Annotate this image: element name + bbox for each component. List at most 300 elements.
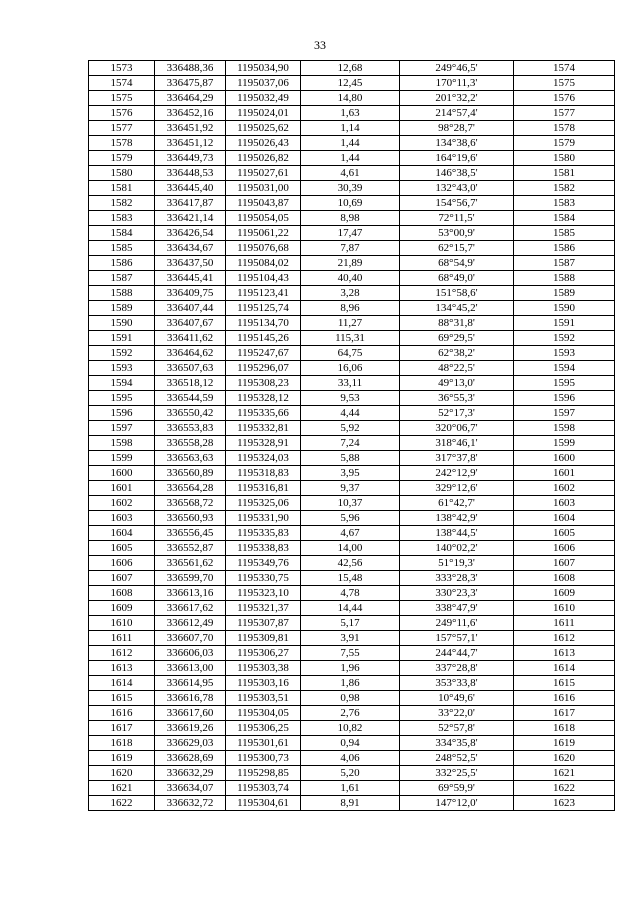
point-number-cell: 1594 bbox=[89, 376, 155, 391]
point-number-cell: 1583 bbox=[89, 211, 155, 226]
direction-angle-cell: 52°17,3' bbox=[400, 406, 514, 421]
table-row bbox=[89, 286, 615, 301]
point-number-cell: 1616 bbox=[89, 706, 155, 721]
y-coordinate-cell: 1195123,41 bbox=[226, 286, 301, 301]
table-row bbox=[89, 76, 615, 91]
length-cell: 9,53 bbox=[301, 391, 400, 406]
length-cell: 2,76 bbox=[301, 706, 400, 721]
next-point-number-cell: 1612 bbox=[514, 631, 615, 646]
point-number-cell: 1590 bbox=[89, 316, 155, 331]
direction-angle-cell: 134°45,2' bbox=[400, 301, 514, 316]
next-point-number-cell: 1605 bbox=[514, 526, 615, 541]
y-coordinate-cell: 1195300,73 bbox=[226, 751, 301, 766]
x-coordinate-cell: 336553,83 bbox=[155, 421, 226, 436]
length-cell: 8,98 bbox=[301, 211, 400, 226]
direction-angle-cell: 317°37,8' bbox=[400, 451, 514, 466]
next-point-number-cell: 1607 bbox=[514, 556, 615, 571]
length-cell: 9,37 bbox=[301, 481, 400, 496]
length-cell: 14,44 bbox=[301, 601, 400, 616]
x-coordinate-cell: 336614,95 bbox=[155, 676, 226, 691]
point-number-cell: 1611 bbox=[89, 631, 155, 646]
next-point-number-cell: 1579 bbox=[514, 136, 615, 151]
table-row bbox=[89, 376, 615, 391]
x-coordinate-cell: 336518,12 bbox=[155, 376, 226, 391]
length-cell: 5,20 bbox=[301, 766, 400, 781]
x-coordinate-cell: 336550,42 bbox=[155, 406, 226, 421]
next-point-number-cell: 1599 bbox=[514, 436, 615, 451]
point-number-cell: 1587 bbox=[89, 271, 155, 286]
x-coordinate-cell: 336451,12 bbox=[155, 136, 226, 151]
y-coordinate-cell: 1195318,83 bbox=[226, 466, 301, 481]
x-coordinate-cell: 336407,67 bbox=[155, 316, 226, 331]
coordinates-table bbox=[88, 60, 615, 811]
next-point-number-cell: 1604 bbox=[514, 511, 615, 526]
length-cell: 8,96 bbox=[301, 301, 400, 316]
next-point-number-cell: 1583 bbox=[514, 196, 615, 211]
table-row bbox=[89, 616, 615, 631]
length-cell: 7,24 bbox=[301, 436, 400, 451]
point-number-cell: 1598 bbox=[89, 436, 155, 451]
length-cell: 10,37 bbox=[301, 496, 400, 511]
direction-angle-cell: 138°44,5' bbox=[400, 526, 514, 541]
next-point-number-cell: 1592 bbox=[514, 331, 615, 346]
table-row bbox=[89, 496, 615, 511]
length-cell: 64,75 bbox=[301, 346, 400, 361]
next-point-number-cell: 1584 bbox=[514, 211, 615, 226]
direction-angle-cell: 154°56,7' bbox=[400, 196, 514, 211]
length-cell: 5,88 bbox=[301, 451, 400, 466]
point-number-cell: 1597 bbox=[89, 421, 155, 436]
table-row bbox=[89, 721, 615, 736]
next-point-number-cell: 1576 bbox=[514, 91, 615, 106]
y-coordinate-cell: 1195330,75 bbox=[226, 571, 301, 586]
direction-angle-cell: 68°54,9' bbox=[400, 256, 514, 271]
table-row bbox=[89, 571, 615, 586]
point-number-cell: 1573 bbox=[89, 61, 155, 76]
length-cell: 0,94 bbox=[301, 736, 400, 751]
next-point-number-cell: 1588 bbox=[514, 271, 615, 286]
next-point-number-cell: 1577 bbox=[514, 106, 615, 121]
x-coordinate-cell: 336449,73 bbox=[155, 151, 226, 166]
direction-angle-cell: 138°42,9' bbox=[400, 511, 514, 526]
y-coordinate-cell: 1195321,37 bbox=[226, 601, 301, 616]
point-number-cell: 1579 bbox=[89, 151, 155, 166]
table-row bbox=[89, 451, 615, 466]
y-coordinate-cell: 1195332,81 bbox=[226, 421, 301, 436]
length-cell: 4,61 bbox=[301, 166, 400, 181]
x-coordinate-cell: 336563,63 bbox=[155, 451, 226, 466]
point-number-cell: 1602 bbox=[89, 496, 155, 511]
next-point-number-cell: 1622 bbox=[514, 781, 615, 796]
y-coordinate-cell: 1195304,61 bbox=[226, 796, 301, 811]
x-coordinate-cell: 336407,44 bbox=[155, 301, 226, 316]
direction-angle-cell: 249°11,6' bbox=[400, 616, 514, 631]
y-coordinate-cell: 1195034,90 bbox=[226, 61, 301, 76]
length-cell: 0,98 bbox=[301, 691, 400, 706]
table-row bbox=[89, 151, 615, 166]
table-row bbox=[89, 181, 615, 196]
x-coordinate-cell: 336613,00 bbox=[155, 661, 226, 676]
direction-angle-cell: 53°00,9' bbox=[400, 226, 514, 241]
table-row bbox=[89, 211, 615, 226]
table-row bbox=[89, 346, 615, 361]
point-number-cell: 1600 bbox=[89, 466, 155, 481]
point-number-cell: 1608 bbox=[89, 586, 155, 601]
next-point-number-cell: 1593 bbox=[514, 346, 615, 361]
point-number-cell: 1586 bbox=[89, 256, 155, 271]
x-coordinate-cell: 336606,03 bbox=[155, 646, 226, 661]
direction-angle-cell: 68°49,0' bbox=[400, 271, 514, 286]
length-cell: 15,48 bbox=[301, 571, 400, 586]
next-point-number-cell: 1594 bbox=[514, 361, 615, 376]
length-cell: 7,55 bbox=[301, 646, 400, 661]
point-number-cell: 1604 bbox=[89, 526, 155, 541]
length-cell: 21,89 bbox=[301, 256, 400, 271]
direction-angle-cell: 164°19,6' bbox=[400, 151, 514, 166]
x-coordinate-cell: 336452,16 bbox=[155, 106, 226, 121]
y-coordinate-cell: 1195309,81 bbox=[226, 631, 301, 646]
y-coordinate-cell: 1195145,26 bbox=[226, 331, 301, 346]
y-coordinate-cell: 1195027,61 bbox=[226, 166, 301, 181]
x-coordinate-cell: 336629,03 bbox=[155, 736, 226, 751]
table-row bbox=[89, 226, 615, 241]
next-point-number-cell: 1606 bbox=[514, 541, 615, 556]
y-coordinate-cell: 1195296,07 bbox=[226, 361, 301, 376]
direction-angle-cell: 36°55,3' bbox=[400, 391, 514, 406]
point-number-cell: 1576 bbox=[89, 106, 155, 121]
page-number: 33 bbox=[314, 38, 326, 52]
next-point-number-cell: 1614 bbox=[514, 661, 615, 676]
y-coordinate-cell: 1195104,43 bbox=[226, 271, 301, 286]
point-number-cell: 1582 bbox=[89, 196, 155, 211]
y-coordinate-cell: 1195328,12 bbox=[226, 391, 301, 406]
direction-angle-cell: 334°35,8' bbox=[400, 736, 514, 751]
table-row bbox=[89, 421, 615, 436]
direction-angle-cell: 48°22,5' bbox=[400, 361, 514, 376]
x-coordinate-cell: 336451,92 bbox=[155, 121, 226, 136]
point-number-cell: 1607 bbox=[89, 571, 155, 586]
next-point-number-cell: 1595 bbox=[514, 376, 615, 391]
x-coordinate-cell: 336445,40 bbox=[155, 181, 226, 196]
x-coordinate-cell: 336561,62 bbox=[155, 556, 226, 571]
point-number-cell: 1621 bbox=[89, 781, 155, 796]
y-coordinate-cell: 1195037,06 bbox=[226, 76, 301, 91]
y-coordinate-cell: 1195303,38 bbox=[226, 661, 301, 676]
x-coordinate-cell: 336564,28 bbox=[155, 481, 226, 496]
x-coordinate-cell: 336426,54 bbox=[155, 226, 226, 241]
point-number-cell: 1620 bbox=[89, 766, 155, 781]
y-coordinate-cell: 1195134,70 bbox=[226, 316, 301, 331]
x-coordinate-cell: 336560,93 bbox=[155, 511, 226, 526]
point-number-cell: 1622 bbox=[89, 796, 155, 811]
next-point-number-cell: 1611 bbox=[514, 616, 615, 631]
point-number-cell: 1601 bbox=[89, 481, 155, 496]
point-number-cell: 1591 bbox=[89, 331, 155, 346]
next-point-number-cell: 1617 bbox=[514, 706, 615, 721]
table-row bbox=[89, 526, 615, 541]
table-row bbox=[89, 361, 615, 376]
y-coordinate-cell: 1195026,43 bbox=[226, 136, 301, 151]
y-coordinate-cell: 1195303,51 bbox=[226, 691, 301, 706]
next-point-number-cell: 1613 bbox=[514, 646, 615, 661]
length-cell: 30,39 bbox=[301, 181, 400, 196]
direction-angle-cell: 337°28,8' bbox=[400, 661, 514, 676]
next-point-number-cell: 1615 bbox=[514, 676, 615, 691]
y-coordinate-cell: 1195032,49 bbox=[226, 91, 301, 106]
point-number-cell: 1614 bbox=[89, 676, 155, 691]
length-cell: 8,91 bbox=[301, 796, 400, 811]
y-coordinate-cell: 1195125,74 bbox=[226, 301, 301, 316]
y-coordinate-cell: 1195304,05 bbox=[226, 706, 301, 721]
length-cell: 4,06 bbox=[301, 751, 400, 766]
y-coordinate-cell: 1195025,62 bbox=[226, 121, 301, 136]
point-number-cell: 1610 bbox=[89, 616, 155, 631]
y-coordinate-cell: 1195306,27 bbox=[226, 646, 301, 661]
point-number-cell: 1593 bbox=[89, 361, 155, 376]
table-row bbox=[89, 766, 615, 781]
table-body bbox=[89, 61, 615, 811]
point-number-cell: 1577 bbox=[89, 121, 155, 136]
y-coordinate-cell: 1195335,66 bbox=[226, 406, 301, 421]
x-coordinate-cell: 336464,29 bbox=[155, 91, 226, 106]
table-row bbox=[89, 121, 615, 136]
length-cell: 12,45 bbox=[301, 76, 400, 91]
length-cell: 1,44 bbox=[301, 151, 400, 166]
length-cell: 40,40 bbox=[301, 271, 400, 286]
direction-angle-cell: 318°46,1' bbox=[400, 436, 514, 451]
y-coordinate-cell: 1195323,10 bbox=[226, 586, 301, 601]
y-coordinate-cell: 1195325,06 bbox=[226, 496, 301, 511]
x-coordinate-cell: 336488,36 bbox=[155, 61, 226, 76]
y-coordinate-cell: 1195061,22 bbox=[226, 226, 301, 241]
direction-angle-cell: 249°46,5' bbox=[400, 61, 514, 76]
direction-angle-cell: 49°13,0' bbox=[400, 376, 514, 391]
x-coordinate-cell: 336448,53 bbox=[155, 166, 226, 181]
direction-angle-cell: 170°11,3' bbox=[400, 76, 514, 91]
x-coordinate-cell: 336434,67 bbox=[155, 241, 226, 256]
point-number-cell: 1605 bbox=[89, 541, 155, 556]
direction-angle-cell: 88°31,8' bbox=[400, 316, 514, 331]
table-row bbox=[89, 61, 615, 76]
x-coordinate-cell: 336409,75 bbox=[155, 286, 226, 301]
next-point-number-cell: 1610 bbox=[514, 601, 615, 616]
direction-angle-cell: 132°43,0' bbox=[400, 181, 514, 196]
x-coordinate-cell: 336616,78 bbox=[155, 691, 226, 706]
table-row bbox=[89, 166, 615, 181]
direction-angle-cell: 330°23,3' bbox=[400, 586, 514, 601]
y-coordinate-cell: 1195247,67 bbox=[226, 346, 301, 361]
point-number-cell: 1599 bbox=[89, 451, 155, 466]
length-cell: 14,80 bbox=[301, 91, 400, 106]
table-row bbox=[89, 706, 615, 721]
table-row bbox=[89, 106, 615, 121]
y-coordinate-cell: 1195316,81 bbox=[226, 481, 301, 496]
x-coordinate-cell: 336445,41 bbox=[155, 271, 226, 286]
y-coordinate-cell: 1195328,91 bbox=[226, 436, 301, 451]
next-point-number-cell: 1623 bbox=[514, 796, 615, 811]
next-point-number-cell: 1574 bbox=[514, 61, 615, 76]
x-coordinate-cell: 336634,07 bbox=[155, 781, 226, 796]
direction-angle-cell: 333°28,3' bbox=[400, 571, 514, 586]
table-row bbox=[89, 541, 615, 556]
point-number-cell: 1585 bbox=[89, 241, 155, 256]
length-cell: 42,56 bbox=[301, 556, 400, 571]
table-row bbox=[89, 631, 615, 646]
table-row bbox=[89, 91, 615, 106]
next-point-number-cell: 1580 bbox=[514, 151, 615, 166]
table-row bbox=[89, 241, 615, 256]
length-cell: 5,96 bbox=[301, 511, 400, 526]
direction-angle-cell: 151°58,6' bbox=[400, 286, 514, 301]
length-cell: 5,17 bbox=[301, 616, 400, 631]
x-coordinate-cell: 336421,14 bbox=[155, 211, 226, 226]
table-row bbox=[89, 271, 615, 286]
length-cell: 14,00 bbox=[301, 541, 400, 556]
direction-angle-cell: 134°38,6' bbox=[400, 136, 514, 151]
length-cell: 16,06 bbox=[301, 361, 400, 376]
length-cell: 4,67 bbox=[301, 526, 400, 541]
point-number-cell: 1574 bbox=[89, 76, 155, 91]
point-number-cell: 1584 bbox=[89, 226, 155, 241]
x-coordinate-cell: 336544,59 bbox=[155, 391, 226, 406]
length-cell: 5,92 bbox=[301, 421, 400, 436]
x-coordinate-cell: 336632,29 bbox=[155, 766, 226, 781]
next-point-number-cell: 1575 bbox=[514, 76, 615, 91]
next-point-number-cell: 1585 bbox=[514, 226, 615, 241]
direction-angle-cell: 338°47,9' bbox=[400, 601, 514, 616]
x-coordinate-cell: 336617,60 bbox=[155, 706, 226, 721]
y-coordinate-cell: 1195303,74 bbox=[226, 781, 301, 796]
x-coordinate-cell: 336552,87 bbox=[155, 541, 226, 556]
length-cell: 11,27 bbox=[301, 316, 400, 331]
y-coordinate-cell: 1195054,05 bbox=[226, 211, 301, 226]
direction-angle-cell: 214°57,4' bbox=[400, 106, 514, 121]
y-coordinate-cell: 1195338,83 bbox=[226, 541, 301, 556]
table-row bbox=[89, 406, 615, 421]
direction-angle-cell: 10°49,6' bbox=[400, 691, 514, 706]
length-cell: 10,82 bbox=[301, 721, 400, 736]
x-coordinate-cell: 336437,50 bbox=[155, 256, 226, 271]
point-number-cell: 1592 bbox=[89, 346, 155, 361]
next-point-number-cell: 1616 bbox=[514, 691, 615, 706]
length-cell: 1,14 bbox=[301, 121, 400, 136]
x-coordinate-cell: 336411,62 bbox=[155, 331, 226, 346]
table-row bbox=[89, 136, 615, 151]
point-number-cell: 1619 bbox=[89, 751, 155, 766]
point-number-cell: 1588 bbox=[89, 286, 155, 301]
table-row bbox=[89, 466, 615, 481]
x-coordinate-cell: 336607,70 bbox=[155, 631, 226, 646]
length-cell: 4,78 bbox=[301, 586, 400, 601]
point-number-cell: 1596 bbox=[89, 406, 155, 421]
table-row bbox=[89, 391, 615, 406]
direction-angle-cell: 244°44,7' bbox=[400, 646, 514, 661]
x-coordinate-cell: 336599,70 bbox=[155, 571, 226, 586]
y-coordinate-cell: 1195076,68 bbox=[226, 241, 301, 256]
next-point-number-cell: 1590 bbox=[514, 301, 615, 316]
point-number-cell: 1603 bbox=[89, 511, 155, 526]
length-cell: 1,61 bbox=[301, 781, 400, 796]
point-number-cell: 1589 bbox=[89, 301, 155, 316]
direction-angle-cell: 157°57,1' bbox=[400, 631, 514, 646]
y-coordinate-cell: 1195024,01 bbox=[226, 106, 301, 121]
y-coordinate-cell: 1195303,16 bbox=[226, 676, 301, 691]
direction-angle-cell: 62°38,2' bbox=[400, 346, 514, 361]
y-coordinate-cell: 1195031,00 bbox=[226, 181, 301, 196]
table-row bbox=[89, 796, 615, 811]
point-number-cell: 1609 bbox=[89, 601, 155, 616]
table-row bbox=[89, 511, 615, 526]
point-number-cell: 1613 bbox=[89, 661, 155, 676]
direction-angle-cell: 332°25,5' bbox=[400, 766, 514, 781]
table-row bbox=[89, 691, 615, 706]
direction-angle-cell: 353°33,8' bbox=[400, 676, 514, 691]
next-point-number-cell: 1601 bbox=[514, 466, 615, 481]
x-coordinate-cell: 336464,62 bbox=[155, 346, 226, 361]
next-point-number-cell: 1609 bbox=[514, 586, 615, 601]
y-coordinate-cell: 1195306,25 bbox=[226, 721, 301, 736]
direction-angle-cell: 146°38,5' bbox=[400, 166, 514, 181]
x-coordinate-cell: 336612,49 bbox=[155, 616, 226, 631]
table-row bbox=[89, 301, 615, 316]
next-point-number-cell: 1589 bbox=[514, 286, 615, 301]
y-coordinate-cell: 1195298,85 bbox=[226, 766, 301, 781]
length-cell: 4,44 bbox=[301, 406, 400, 421]
length-cell: 12,68 bbox=[301, 61, 400, 76]
y-coordinate-cell: 1195349,76 bbox=[226, 556, 301, 571]
direction-angle-cell: 51°19,3' bbox=[400, 556, 514, 571]
table-row bbox=[89, 556, 615, 571]
x-coordinate-cell: 336568,72 bbox=[155, 496, 226, 511]
next-point-number-cell: 1620 bbox=[514, 751, 615, 766]
direction-angle-cell: 72°11,5' bbox=[400, 211, 514, 226]
next-point-number-cell: 1602 bbox=[514, 481, 615, 496]
direction-angle-cell: 52°57,8' bbox=[400, 721, 514, 736]
length-cell: 115,31 bbox=[301, 331, 400, 346]
table-row bbox=[89, 331, 615, 346]
point-number-cell: 1578 bbox=[89, 136, 155, 151]
length-cell: 1,44 bbox=[301, 136, 400, 151]
direction-angle-cell: 61°42,7' bbox=[400, 496, 514, 511]
point-number-cell: 1618 bbox=[89, 736, 155, 751]
length-cell: 1,63 bbox=[301, 106, 400, 121]
direction-angle-cell: 69°29,5' bbox=[400, 331, 514, 346]
y-coordinate-cell: 1195335,83 bbox=[226, 526, 301, 541]
direction-angle-cell: 33°22,0' bbox=[400, 706, 514, 721]
table-row bbox=[89, 481, 615, 496]
x-coordinate-cell: 336628,69 bbox=[155, 751, 226, 766]
y-coordinate-cell: 1195324,03 bbox=[226, 451, 301, 466]
table-row bbox=[89, 316, 615, 331]
point-number-cell: 1615 bbox=[89, 691, 155, 706]
point-number-cell: 1606 bbox=[89, 556, 155, 571]
direction-angle-cell: 320°06,7' bbox=[400, 421, 514, 436]
direction-angle-cell: 62°15,7' bbox=[400, 241, 514, 256]
table-row bbox=[89, 751, 615, 766]
x-coordinate-cell: 336619,26 bbox=[155, 721, 226, 736]
length-cell: 17,47 bbox=[301, 226, 400, 241]
next-point-number-cell: 1598 bbox=[514, 421, 615, 436]
length-cell: 7,87 bbox=[301, 241, 400, 256]
next-point-number-cell: 1619 bbox=[514, 736, 615, 751]
table-row bbox=[89, 601, 615, 616]
next-point-number-cell: 1582 bbox=[514, 181, 615, 196]
next-point-number-cell: 1608 bbox=[514, 571, 615, 586]
point-number-cell: 1612 bbox=[89, 646, 155, 661]
point-number-cell: 1617 bbox=[89, 721, 155, 736]
y-coordinate-cell: 1195307,87 bbox=[226, 616, 301, 631]
next-point-number-cell: 1621 bbox=[514, 766, 615, 781]
